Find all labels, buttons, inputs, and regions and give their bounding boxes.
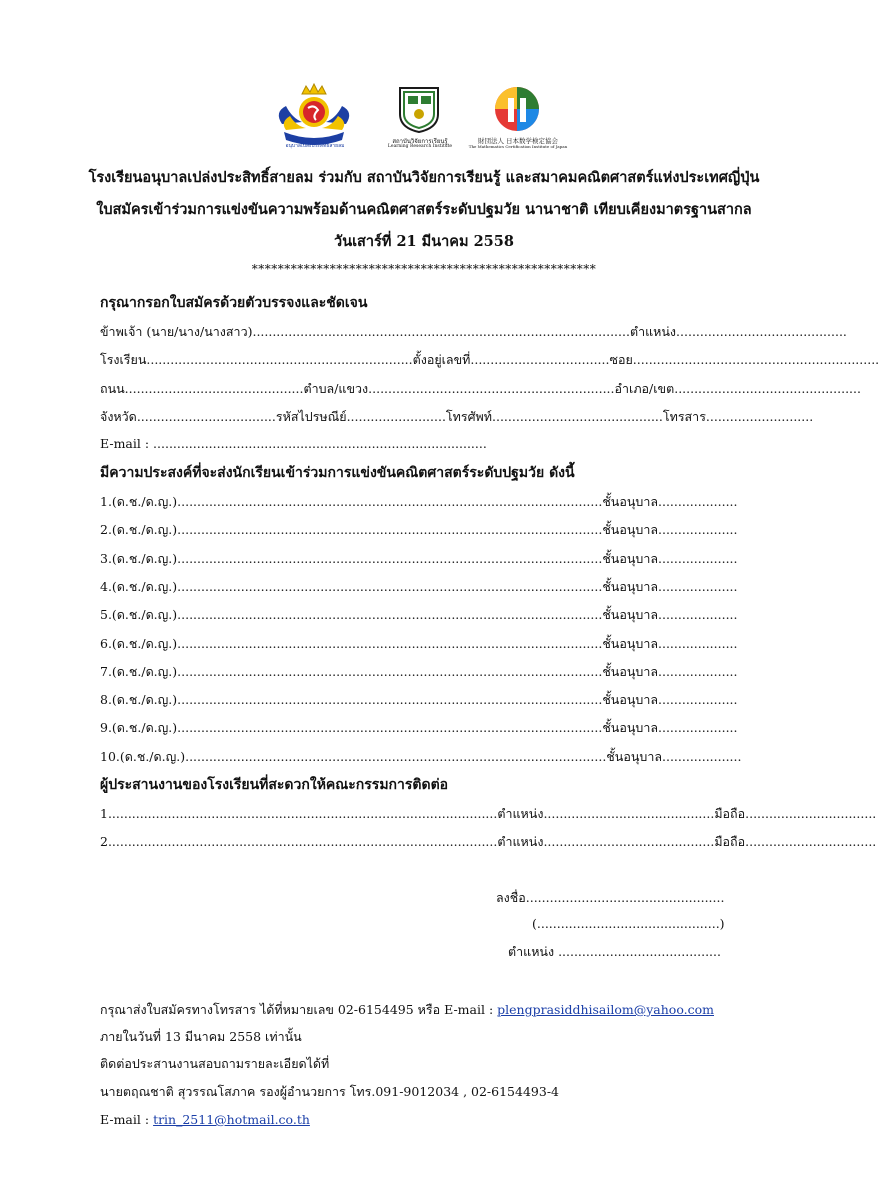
applicant-name-label: ข้าพเจ้า (นาย/นาง/นางสาว) <box>100 324 253 339</box>
footer-line-3: ติดต่อประสานงานสอบถามรายละเอียดได้ที่ <box>100 1056 330 1071</box>
footer-line-4: นายตฤณชาติ สุวรรณโสภาค รองผู้อำนวยการ โทร.091-9012034 , 02-6154493-4 <box>100 1084 560 1099</box>
student-label: 10.(ด.ช./ด.ญ.) <box>100 748 186 764</box>
student-label: 1.(ด.ช./ด.ญ.) <box>100 494 178 509</box>
coordinator-row[interactable]: 1..................................................................................................ตำแหน่ง...........................................มือถือ................................. <box>100 806 877 821</box>
coordinator-row[interactable]: 2..................................................................................................ตำแหน่ง...........................................มือถือ................................. <box>100 834 877 849</box>
address-number-label: ตั้งอยู่เลขที่ <box>412 352 471 367</box>
contact-email-link[interactable]: trin_2511@hotmail.co.th <box>153 1112 310 1127</box>
header-line-3: วันเสาร์ที่ 21 มีนาคม 2558 <box>334 233 514 250</box>
right-logo-caption-en: The Mathematics Certification Institute of Japan <box>468 144 568 149</box>
student-row[interactable]: 6.(ด.ช./ด.ญ.)...........................................................................................................ชั้นอนุบาล.................... <box>100 635 738 651</box>
phone-label: โทรศัพท์ <box>445 409 493 424</box>
school-email-link[interactable]: plengprasiddhisailom@yahoo.com <box>497 1002 714 1017</box>
student-row[interactable]: 2.(ด.ช./ด.ญ.)...........................................................................................................ชั้นอนุบาล.................... <box>100 522 738 538</box>
fax-label: โทรสาร <box>662 409 706 424</box>
grade-label: ชั้นอนุบาล <box>602 692 659 708</box>
student-label: 6.(ด.ช./ด.ญ.) <box>100 635 178 651</box>
section3-title: ผู้ประสานงานของโรงเรียนที่สะดวกให้คณะกรรมการติดต่อ <box>100 777 449 793</box>
signature-name-row[interactable]: (..............................................) <box>532 916 725 931</box>
coordinator-position-label: ตำแหน่ง <box>497 806 544 821</box>
institute-shield-icon <box>396 84 442 134</box>
signature-label: ลงชื่อ <box>496 890 526 905</box>
header-line-2: ใบสมัครเข้าร่วมการแข่งขันความพร้อมด้านคณิตศาสตร์ระดับปฐมวัย นานาชาติ เทียบเคียงมาตรฐานสากล <box>96 201 752 218</box>
grade-label: ชั้นอนุบาล <box>606 748 662 764</box>
email-row[interactable]: E-mail : .................................................................................... <box>100 436 487 451</box>
grade-label: ชั้นอนุบาล <box>602 494 659 509</box>
section2-title: มีความประสงค์ที่จะส่งนักเรียนเข้าร่วมการแข่งขันคณิตศาสตร์ระดับปฐมวัย ดังนี้ <box>100 465 575 481</box>
applicant-row[interactable]: ข้าพเจ้า (นาย/นาง/นางสาว)...............................................................................................ตำแหน่ง........................................... <box>100 324 847 339</box>
center-logo-caption-en: Learning Research Institute <box>387 144 453 149</box>
coordinator-position-label: ตำแหน่ง <box>497 834 544 849</box>
student-label: 9.(ด.ช./ด.ญ.) <box>100 720 178 736</box>
footer-line-5: E-mail : trin_2511@hotmail.co.th <box>100 1112 310 1127</box>
student-label: 7.(ด.ช./ด.ญ.) <box>100 663 178 679</box>
postcode-label: รหัสไปรษณีย์ <box>275 409 347 424</box>
center-logo-caption-th: สถาบันวิจัยการเรียนรู้ <box>392 138 448 145</box>
student-row[interactable]: 1.(ด.ช./ด.ญ.)...........................................................................................................ชั้นอนุบาล.................... <box>100 494 738 509</box>
header-line-1: โรงเรียนอนุบาลเปล่งประสิทธิ์สายลม ร่วมกับ สถาบันวิจัยการเรียนรู้ และสมาคมคณิตศาสตร์แห่งประเทศญี่ปุ่น <box>88 169 760 186</box>
footer-line-2: ภายในวันที่ 13 มีนาคม 2558 เท่านั้น <box>100 1029 302 1044</box>
grade-label: ชั้นอนุบาล <box>602 522 659 538</box>
student-label: 5.(ด.ช./ด.ญ.) <box>100 607 178 623</box>
student-row[interactable]: 3.(ด.ช./ด.ญ.)...........................................................................................................ชั้นอนุบาล.................... <box>100 550 738 566</box>
road-label: ถนน <box>100 381 125 396</box>
student-label: 4.(ด.ช./ด.ญ.) <box>100 578 178 594</box>
signature-position-row[interactable]: ตำแหน่ง ......................................... <box>508 944 721 959</box>
applicant-position-label: ตำแหน่ง <box>629 324 677 339</box>
grade-label: ชั้นอนุบาล <box>602 607 659 623</box>
student-row[interactable]: 9.(ด.ช./ด.ญ.)...........................................................................................................ชั้นอนุบาล.................... <box>100 720 738 736</box>
road-row[interactable]: ถนน.............................................ตำบล/แขวง..............................................................อำเภอ/เขต............................................... <box>100 381 861 396</box>
coordinator-mobile-label: มือถือ <box>714 806 746 821</box>
left-logo-caption: อนุบาลเปล่งประสิทธิ์สายลม <box>285 143 345 149</box>
grade-label: ชั้นอนุบาล <box>602 578 659 594</box>
subdistrict-label: ตำบล/แขวง <box>303 381 369 396</box>
student-row[interactable]: 10.(ด.ช./ด.ญ.)..........................................................................................................ชั้นอนุบาล.................... <box>100 748 742 764</box>
grade-label: ชั้นอนุบาล <box>602 550 659 566</box>
email-label: E-mail : <box>100 436 150 451</box>
grade-label: ชั้นอนุบาล <box>602 663 659 679</box>
right-logo-caption-jp: 財団法人 日本数学検定協会 <box>477 137 559 145</box>
coordinator-mobile-label: มือถือ <box>714 834 746 849</box>
math-certification-logo-icon <box>488 84 546 134</box>
footer-line-1: กรุณาส่งใบสมัครทางโทรสาร ได้ที่หมายเลข 02-6154495 หรือ E-mail : plengprasiddhisailom@yahoo.com <box>100 1002 714 1017</box>
student-label: 8.(ด.ช./ด.ญ.) <box>100 692 178 708</box>
student-row[interactable]: 8.(ด.ช./ด.ญ.)...........................................................................................................ชั้นอนุบาล.................... <box>100 692 738 708</box>
grade-label: ชั้นอนุบาล <box>602 720 659 736</box>
student-row[interactable]: 5.(ด.ช./ด.ญ.)...........................................................................................................ชั้นอนุบาล.................... <box>100 607 738 623</box>
student-row[interactable]: 7.(ด.ช./ด.ญ.)...........................................................................................................ชั้นอนุบาล.................... <box>100 663 738 679</box>
school-row[interactable]: โรงเรียน...................................................................ตั้งอยู่เลขที่...................................ซอย.............................................................. <box>100 352 879 367</box>
signature-position-label: ตำแหน่ง <box>508 944 555 959</box>
separator-stars: ***************************************************** <box>251 262 597 276</box>
coordinator-number: 2 <box>100 834 108 849</box>
student-label: 3.(ด.ช./ด.ญ.) <box>100 550 178 566</box>
signature-row[interactable]: ลงชื่อ.................................................. <box>496 890 725 905</box>
soi-label: ซอย <box>609 352 633 367</box>
student-label: 2.(ด.ช./ด.ญ.) <box>100 522 178 538</box>
coordinator-number: 1 <box>100 806 108 821</box>
province-label: จังหวัด <box>100 409 137 424</box>
grade-label: ชั้นอนุบาล <box>602 635 659 651</box>
logo-row <box>0 82 848 162</box>
province-row[interactable]: จังหวัด...................................รหัสไปรษณีย์.........................โทรศัพท์...........................................โทรสาร........................... <box>100 409 814 424</box>
school-label: โรงเรียน <box>100 352 147 367</box>
student-row[interactable]: 4.(ด.ช./ด.ญ.)...........................................................................................................ชั้นอนุบาล.................... <box>100 578 738 594</box>
section1-title: กรุณากรอกใบสมัครด้วยตัวบรรจงและชัดเจน <box>100 295 368 311</box>
district-label: อำเภอ/เขต <box>614 381 675 396</box>
